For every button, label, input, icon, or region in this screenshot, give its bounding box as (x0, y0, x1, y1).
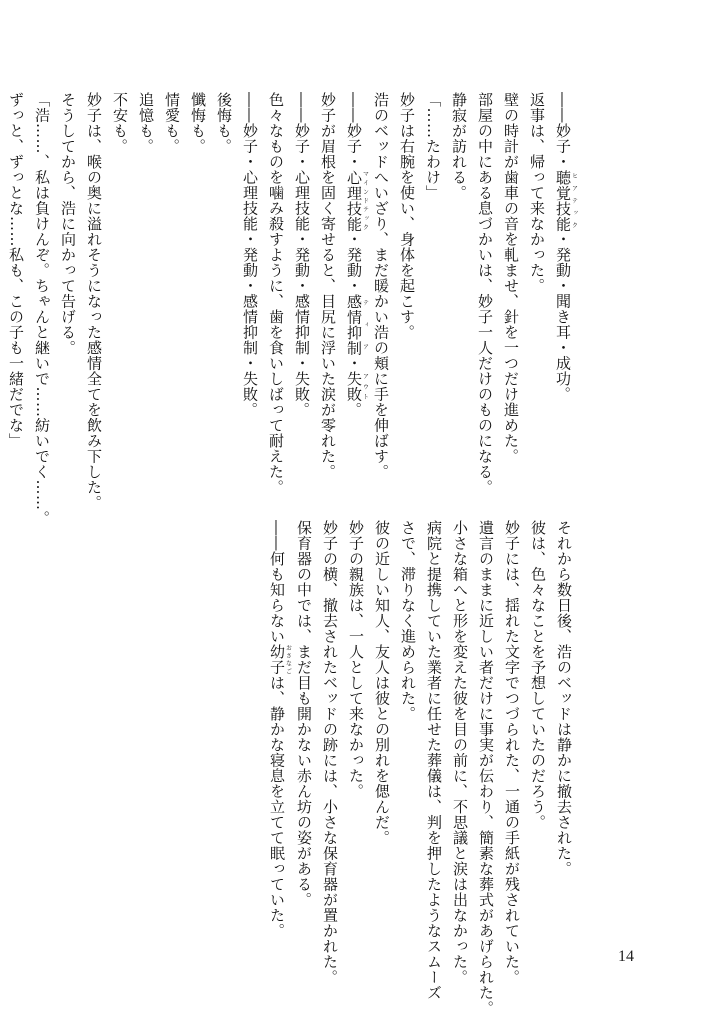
line-text: ――何も知らない (268, 520, 286, 644)
text-line: さで、滞りなく進められた。 (399, 520, 417, 722)
ruby-word: 感情抑制ティア (345, 293, 369, 356)
text-line: 小さな箱へと形を変えた彼を目の前に、不思議と涙は出なかった。 (451, 520, 469, 985)
text-line: 妙子には、揺れた文字でつづられた、一通の手紙が残されていた。 (503, 520, 521, 985)
top-text-block (3, 92, 578, 526)
text-line: 妙子は、喉の奥に溢れそうになった感情全てを飲み下した。 (85, 92, 103, 511)
text-line: ――妙子・心理技能・発動・感情抑制・失敗。 (293, 92, 311, 418)
ruby-word: 聴覚技能ヒアテック (554, 169, 578, 232)
ruby-word: 心理技能マインドテック (345, 169, 369, 232)
text-line: 遺言のままに近しい者だけに事実が伝わり、簡素な葬式があげられた。 (477, 520, 495, 1016)
text-line: 静寂が訪れる。 (450, 92, 468, 201)
text-line: 返事は、帰って来なかった。 (528, 92, 546, 294)
text-line: 妙子の親族は、一人として来なかった。 (347, 520, 365, 799)
ruby-word: 幼子おさなご (268, 644, 292, 675)
text-line: 彼は、色々なことを予想していたのだろう。 (529, 520, 547, 830)
line-text: ――妙子・ (554, 92, 572, 170)
text-line: 浩のベッドへいざり、まだ暖かい浩の頬に手を伸ばす。 (372, 92, 390, 480)
text-line: 「浩……、私は負けんぞ。ちゃんと継いで……紡いでく……。 (33, 92, 51, 526)
text-line: 妙子は右腕を使い、身体を起こす。 (398, 92, 416, 340)
text-line: ――妙子・心理技能・発動・感情抑制・失敗。 (241, 92, 259, 418)
text-line (264, 520, 291, 950)
text-line: ――妙子・心理技能マインドテック・発動・感情抑制ティア・失敗アウト。 (345, 92, 369, 418)
line-text: は、静かな寝息を立てて眠っていた。 (268, 675, 286, 939)
text-line: 後悔も。 (215, 92, 233, 154)
text-line: 妙子が眉根を固く寄せると、目尻に浮いた涙が零れた。 (319, 92, 337, 480)
text-line: 懺悔も。 (189, 92, 207, 154)
text-line: 色々なものを噛み殺すように、歯を食いしばって耐えた。 (267, 92, 285, 495)
text-line: 「……たわけ」 (424, 92, 442, 201)
page-number: 14 (618, 948, 634, 965)
text-line: 不安も。 (111, 92, 129, 154)
text-line: 病院と提携していた業者に任せた葬儀は、判を押したようなスムーズ (425, 520, 443, 1001)
text-line: 部屋の中にある息づかいは、妙子一人だけのものになる。 (476, 92, 494, 495)
text-line: 情愛も。 (163, 92, 181, 154)
text-line: そうしてから、浩に向かって告げる。 (59, 92, 77, 356)
line-text: ――妙子・ (345, 92, 363, 170)
bottom-text-block (264, 520, 577, 1016)
ruby-word: 失敗アウト (345, 371, 369, 402)
text-line: 追憶も。 (137, 92, 155, 154)
text-line: ずっと、ずっとな……私も、この子も一緒だでな」 (7, 92, 25, 449)
text-line (550, 92, 577, 482)
line-text: ・発動・聞き耳・成功。 (554, 231, 572, 402)
text-line: 壁の時計が歯車の音を軋ませ、針を一つだけ進めた。 (502, 92, 520, 464)
text-line: 妙子の横、撤去されたベッドの跡には、小さな保育器が置かれた。 (321, 520, 339, 985)
text-line: それから数日後、浩のベッドは静かに撤去された。 (555, 520, 573, 877)
text-line: 保育器の中では、まだ目も開かない赤ん坊の姿がある。 (295, 520, 313, 908)
text-line: 彼の近しい知人、友人は彼との別れを偲んだ。 (373, 520, 391, 846)
